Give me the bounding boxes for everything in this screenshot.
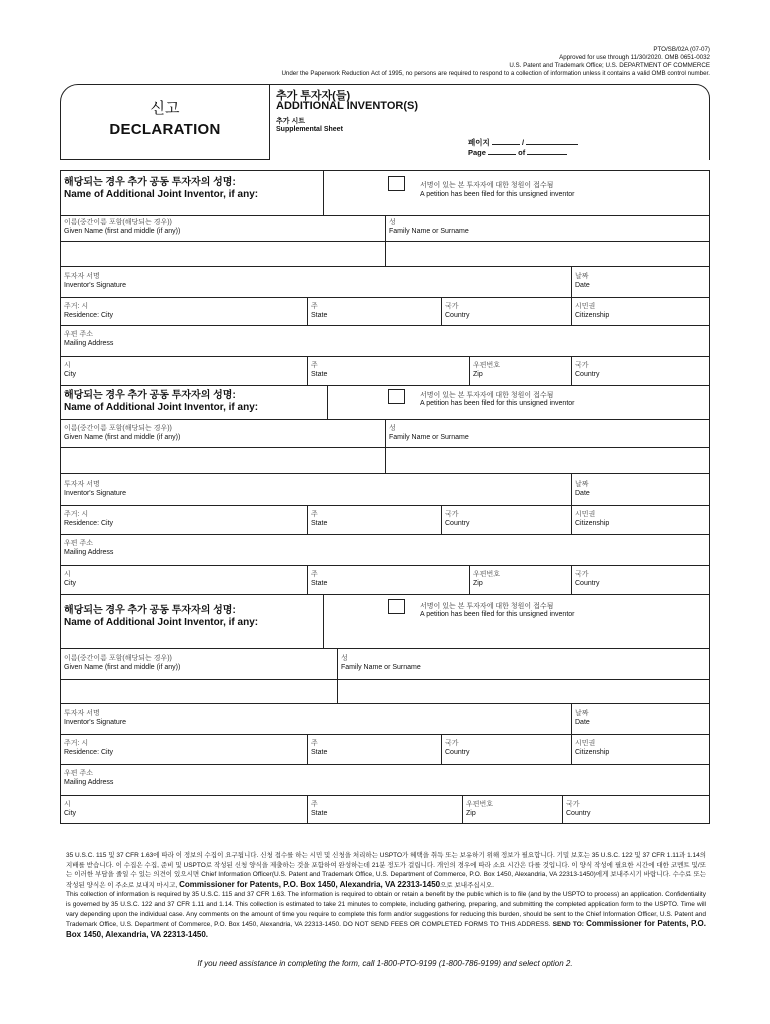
state-ko: 주: [311, 362, 318, 369]
residence-city-field[interactable]: [61, 298, 307, 325]
family-name-label: [385, 216, 709, 241]
page-separator: /: [521, 138, 525, 147]
residence-city-en: Residence: City: [64, 520, 114, 527]
inventor-3-title: [61, 595, 323, 648]
mail-zip-field[interactable]: [469, 357, 571, 385]
section-title-ko: 해당되는 경우 추가 공동 투자자의 성명:: [64, 390, 236, 401]
country-ko: 국가: [445, 303, 459, 310]
country-ko: 국가: [575, 362, 589, 369]
family-name-ko: 성: [389, 425, 396, 432]
zip-en: Zip: [466, 810, 476, 817]
family-name-label: [385, 420, 709, 447]
given-name-ko: 이름(중간이름 포함(해당되는 경우)): [64, 655, 172, 662]
supplemental-sheet-ko: 추가 시트: [276, 118, 305, 125]
page-number-field-en[interactable]: [488, 148, 516, 155]
mail-state-field[interactable]: [307, 566, 469, 594]
section-title-ko: 해당되는 경우 추가 공동 투자자의 성명:: [64, 177, 236, 188]
inventor-2-header: [61, 386, 709, 420]
inventor-1-mailing-row: [61, 326, 709, 357]
mailing-ko: 우편 주소: [64, 331, 93, 338]
given-name-ko: 이름(중간이름 포함(해당되는 경우)): [64, 425, 172, 432]
citizenship-ko: 시민권: [575, 511, 596, 518]
inventor-1-header: [61, 171, 709, 216]
state-ko: 주: [311, 571, 318, 578]
petition-label-en: A petition has been filed for this unsigned inventor: [420, 400, 575, 407]
inventor-3-residence-row: [61, 735, 709, 765]
page-number-ko: [468, 137, 578, 148]
paperwork-notice: Under the Paperwork Reduction Act of 1995, no persons are required to respond to a collection of information unless it contains a valid OMB control number.: [281, 70, 710, 77]
state-ko: 주: [311, 801, 318, 808]
citizenship-en: Citizenship: [575, 520, 610, 527]
inventor-3-header: [61, 595, 709, 649]
mailing-en: Mailing Address: [64, 549, 114, 556]
page-total-field[interactable]: [526, 138, 578, 145]
declaration-title-en: DECLARATION: [109, 121, 221, 138]
residence-city-en: Residence: City: [64, 312, 114, 319]
mail-country-field[interactable]: [571, 357, 709, 385]
residence-city-ko: 주거: 시: [64, 511, 89, 518]
signature-en: Inventor's Signature: [64, 282, 127, 289]
citizenship-ko: 시민권: [575, 740, 596, 747]
notice-en-text: This collection of information is required by 35 U.S.C. 115 and 37 CFR 1.63. The information is required to obtain or retain a benefit by the public which is to file (and by the USPTO to process) an application. Confidentiality is governed by 35 U.S.C. 122 and 37 CFR 1.11 and 1.14. This collection is estimated to take 21 minutes to complete, including gathering, preparing, and submitting the completed application form to the USPTO. Time will vary depending upon the individual case. Any comments on the amount of time you require to complete this form and/or suggestions for reducing this burden, should be sent to the Chief Information Officer, U.S. Patent and Trademark Office, U.S. Department of Commerce, P.O. Box 1450, Alexandria, VA 22313-1450. DO NOT SEND FEES OR COMPLETED FORMS TO THIS ADDRESS.: [66, 891, 706, 929]
inventor-3-city-row: [61, 796, 709, 823]
signature-en: Inventor's Signature: [64, 719, 127, 726]
notice-ko-address: Commissioner for Patents, P.O. Box 1450, Alexandria, VA 22313-1450: [179, 879, 441, 889]
date-en: Date: [575, 282, 590, 289]
city-en: City: [64, 810, 77, 817]
notice-ko-text: 35 U.S.C. 115 및 37 CFR 1.63에 따라 이 정보의 수집이 요구됩니다. 신청 접수를 하는 시민 및 신청을 처리하는 USPTO가 혜택을 취득 또는 보유하기 위해 정보가 필요합니다. 기밀 보호는 35 U.S.C. 122 및 37 CFR 1.11과 1.14의 지배를 받습니다. 이 수집은 수집, 준비 및 USPTO로 작성된 신청 양식을 제출하는 것을 포함하여 완성하는데 21분 정도가 걸립니다. 개인의 경우에 따라 소요 시간은 다를 것입니다. 이 양식 작성에 필요한 시간에 대한 코멘트 및/또는 이러한 부담을 줄일 수 있는 의견이 있으시면 Chief Information Officer(U.S. Patent and Trademark Office, U.S. Department of Commerce, P.O. Box 1450, Alexandria, VA 22313-1450)에게 보내주시기 바랍니다. 수수료 또는 작성된 양식은 이 주소로 보내지 마시고,: [66, 852, 706, 889]
country-ko: 국가: [445, 511, 459, 518]
inventor-3-mailing-row: [61, 765, 709, 796]
country-ko: 국가: [575, 571, 589, 578]
page-label-ko: 페이지: [468, 138, 490, 147]
given-name-field[interactable]: [61, 680, 337, 703]
mailing-ko: 우편 주소: [64, 770, 93, 777]
mail-state-field[interactable]: [307, 796, 462, 823]
signature-field[interactable]: [61, 267, 571, 297]
inventor-2-name-fields: [61, 448, 709, 474]
mail-city-field[interactable]: [61, 357, 307, 385]
state-en: State: [311, 580, 328, 587]
agency-line: U.S. Patent and Trademark Office; U.S. DEPARTMENT OF COMMERCE: [509, 62, 710, 69]
given-name-label: [61, 649, 337, 679]
residence-city-ko: 주거: 시: [64, 303, 89, 310]
residence-city-field[interactable]: [61, 506, 307, 534]
family-name-ko: 성: [341, 655, 348, 662]
inventor-1-signature-row: [61, 267, 709, 298]
signature-ko: 투자자 서명: [64, 481, 100, 488]
family-name-en: Family Name or Surname: [389, 228, 469, 235]
title-box: [60, 84, 710, 160]
supplemental-title: [270, 84, 710, 160]
family-name-label: [337, 649, 709, 679]
residence-state-field[interactable]: [307, 735, 441, 764]
section-title-en: Name of Additional Joint Inventor, if any:: [64, 189, 259, 200]
declaration-title: [60, 84, 270, 160]
declaration-title-ko: 신고: [150, 100, 180, 117]
zip-ko: 우편번호: [473, 362, 501, 369]
zip-en: Zip: [473, 371, 483, 378]
citizenship-field[interactable]: [571, 506, 709, 534]
mailing-address-field[interactable]: [61, 326, 709, 356]
section-title-ko: 해당되는 경우 추가 공동 투자자의 성명:: [64, 605, 236, 616]
inventor-1-petition: [323, 171, 709, 215]
city-ko: 시: [64, 801, 71, 808]
citizenship-en: Citizenship: [575, 312, 610, 319]
date-ko: 날짜: [575, 273, 589, 280]
signature-en: Inventor's Signature: [64, 490, 127, 497]
date-en: Date: [575, 719, 590, 726]
residence-country-field[interactable]: [441, 735, 571, 764]
date-ko: 날짜: [575, 710, 589, 717]
country-en: Country: [575, 371, 600, 378]
notice-ko-tail: 으로 보내주십시오.: [440, 881, 494, 889]
inventor-2-name-labels: [61, 420, 709, 448]
state-ko: 주: [311, 303, 318, 310]
page-total-field-en[interactable]: [527, 148, 567, 155]
petition-label-en: A petition has been filed for this unsigned inventor: [420, 191, 575, 198]
country-en: Country: [566, 810, 591, 817]
given-name-label: [61, 420, 385, 447]
form-id: PTO/SB/02A (07-07): [653, 46, 710, 53]
mailing-address-field[interactable]: [61, 535, 709, 565]
inventor-2-residence-row: [61, 506, 709, 535]
inventor-2-signature-row: [61, 474, 709, 506]
mail-country-field[interactable]: [562, 796, 709, 823]
section-title-en: Name of Additional Joint Inventor, if any:: [64, 402, 259, 413]
inventor-3-signature-row: [61, 704, 709, 735]
date-ko: 날짜: [575, 481, 589, 488]
country-en: Country: [445, 312, 470, 319]
given-name-label: [61, 216, 385, 241]
state-en: State: [311, 520, 328, 527]
residence-city-field[interactable]: [61, 735, 307, 764]
inventor-1-residence-row: [61, 298, 709, 326]
mailing-en: Mailing Address: [64, 779, 114, 786]
signature-field[interactable]: [61, 704, 571, 734]
country-en: Country: [575, 580, 600, 587]
state-ko: 주: [311, 511, 318, 518]
page-number-en: [468, 148, 567, 157]
family-name-field[interactable]: [385, 242, 709, 266]
city-en: City: [64, 371, 77, 378]
omb-approval: Approved for use through 11/30/2020. OMB 0651-0032: [559, 54, 710, 61]
date-en: Date: [575, 490, 590, 497]
city-en: City: [64, 580, 77, 587]
given-name-ko: 이름(중간이름 포함(해당되는 경우)): [64, 219, 172, 226]
zip-ko: 우편번호: [466, 801, 494, 808]
mailing-en: Mailing Address: [64, 340, 114, 347]
assistance-line: If you need assistance in completing the form, call 1-800-PTO-9199 (1-800-786-9199) and select option 2.: [197, 959, 573, 968]
date-field[interactable]: [571, 704, 709, 734]
zip-en: Zip: [473, 580, 483, 587]
mail-state-field[interactable]: [307, 357, 469, 385]
petition-label-ko: 서명이 있는 본 투자자에 대한 청원이 접수됨: [420, 182, 554, 189]
petition-label-ko: 서명이 있는 본 투자자에 대한 청원이 접수됨: [420, 603, 554, 610]
inventor-1-title: [61, 171, 323, 215]
petition-checkbox[interactable]: [388, 599, 405, 614]
mailing-address-field[interactable]: [61, 765, 709, 795]
petition-checkbox[interactable]: [388, 176, 405, 191]
additional-inventors-ko: 추가 투자자(들): [276, 90, 351, 102]
given-name-en: Given Name (first and middle (if any)): [64, 228, 181, 235]
page-of-label: of: [518, 148, 526, 157]
state-ko: 주: [311, 740, 318, 747]
inventor-3-name-labels: [61, 649, 709, 680]
state-en: State: [311, 810, 328, 817]
country-en: Country: [445, 520, 470, 527]
citizenship-field[interactable]: [571, 298, 709, 325]
inventor-grid: [60, 170, 710, 824]
country-ko: 국가: [445, 740, 459, 747]
date-field[interactable]: [571, 474, 709, 505]
signature-ko: 투자자 서명: [64, 710, 100, 717]
inventor-1-name-labels: [61, 216, 709, 242]
signature-field[interactable]: [61, 474, 571, 505]
zip-ko: 우편번호: [473, 571, 501, 578]
state-en: State: [311, 312, 328, 319]
state-en: State: [311, 749, 328, 756]
notice-send-to: SEND TO:: [552, 921, 584, 929]
residence-state-field[interactable]: [307, 298, 441, 325]
citizenship-ko: 시민권: [575, 303, 596, 310]
mail-city-field[interactable]: [61, 796, 307, 823]
petition-label-ko: 서명이 있는 본 투자자에 대한 청원이 접수됨: [420, 392, 554, 399]
family-name-en: Family Name or Surname: [341, 664, 421, 671]
petition-checkbox[interactable]: [388, 389, 405, 404]
country-en: Country: [445, 749, 470, 756]
residence-state-field[interactable]: [307, 506, 441, 534]
supplemental-sheet-en: Supplemental Sheet: [276, 126, 343, 133]
family-name-en: Family Name or Surname: [389, 434, 469, 441]
family-name-ko: 성: [389, 219, 396, 226]
given-name-field[interactable]: [61, 448, 385, 473]
given-name-en: Given Name (first and middle (if any)): [64, 434, 181, 441]
residence-country-field[interactable]: [441, 506, 571, 534]
citizenship-en: Citizenship: [575, 749, 610, 756]
city-ko: 시: [64, 362, 71, 369]
mailing-ko: 우편 주소: [64, 540, 93, 547]
residence-country-field[interactable]: [441, 298, 571, 325]
mail-city-field[interactable]: [61, 566, 307, 594]
city-ko: 시: [64, 571, 71, 578]
inventor-2-petition: [327, 386, 709, 419]
mail-country-field[interactable]: [571, 566, 709, 594]
page-label-en: Page: [468, 148, 486, 157]
burden-notice: [66, 851, 706, 940]
petition-label-en: A petition has been filed for this unsigned inventor: [420, 611, 575, 618]
inventor-1-city-row: [61, 357, 709, 386]
inventor-2-mailing-row: [61, 535, 709, 566]
section-title-en: Name of Additional Joint Inventor, if any:: [64, 617, 259, 628]
signature-ko: 투자자 서명: [64, 273, 100, 280]
residence-city-en: Residence: City: [64, 749, 114, 756]
date-field[interactable]: [571, 267, 709, 297]
inventor-3-petition: [323, 595, 709, 648]
family-name-field[interactable]: [385, 448, 709, 473]
mail-zip-field[interactable]: [462, 796, 562, 823]
inventor-2-city-row: [61, 566, 709, 595]
given-name-en: Given Name (first and middle (if any)): [64, 664, 181, 671]
inventor-3-name-fields: [61, 680, 709, 704]
inventor-1-name-fields: [61, 242, 709, 267]
given-name-field[interactable]: [61, 242, 385, 266]
state-en: State: [311, 371, 328, 378]
mail-zip-field[interactable]: [469, 566, 571, 594]
page-number-field[interactable]: [492, 138, 520, 145]
family-name-field[interactable]: [337, 680, 709, 703]
residence-city-ko: 주거: 시: [64, 740, 89, 747]
additional-inventors-en: ADDITIONAL INVENTOR(S): [276, 100, 418, 112]
notice-send-address: Commissioner for Patents, P.O. Box 1450, Alexandria, VA 22313-1450.: [66, 919, 707, 939]
country-ko: 국가: [566, 801, 580, 808]
citizenship-field[interactable]: [571, 735, 709, 764]
form-header: [281, 46, 710, 78]
inventor-2-title: [61, 386, 327, 419]
